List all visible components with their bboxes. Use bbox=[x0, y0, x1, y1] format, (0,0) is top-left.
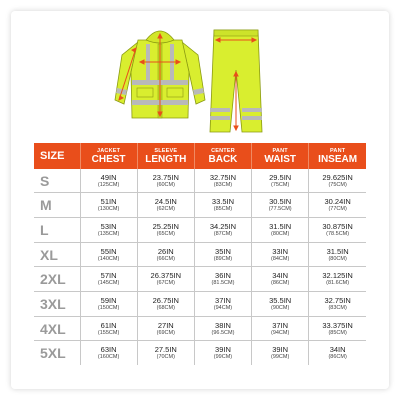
header-center-back-big: BACK bbox=[208, 153, 238, 165]
back-cell: 34.25IN (87CM) bbox=[194, 218, 251, 243]
inseam-cell: 29.625IN (75CM) bbox=[309, 169, 366, 193]
waist-cell: 35.5IN (90CM) bbox=[252, 292, 309, 317]
sleeve-cell: 25.25IN (65CM) bbox=[137, 218, 194, 243]
inseam-cell: 32.125IN (81.6CM) bbox=[309, 267, 366, 292]
back-cell: 36IN (81.5CM) bbox=[194, 267, 251, 292]
header-size: SIZE bbox=[34, 143, 80, 169]
header-sleeve-length bbox=[137, 143, 194, 169]
header-jacket-chest bbox=[80, 143, 137, 169]
waist-cell: 37IN (94CM) bbox=[252, 316, 309, 341]
size-label: L bbox=[34, 218, 80, 243]
header-sleeve-length-big: LENGTH bbox=[145, 153, 187, 165]
size-label: 3XL bbox=[34, 292, 80, 317]
size-label: 4XL bbox=[34, 316, 80, 341]
size-rows bbox=[34, 169, 366, 365]
size-label: 2XL bbox=[34, 267, 80, 292]
chest-cell: 53IN (135CM) bbox=[80, 218, 137, 243]
rain-jacket-image bbox=[115, 31, 205, 118]
sleeve-cell: 24.5IN (62CM) bbox=[137, 193, 194, 218]
table-row bbox=[34, 169, 366, 193]
chest-cell: 49IN (125CM) bbox=[80, 169, 137, 193]
inseam-cell: 34IN (86CM) bbox=[328, 345, 347, 361]
garment-illustration bbox=[0, 0, 400, 140]
header-center-back bbox=[194, 143, 251, 169]
sleeve-cell: 27IN (69CM) bbox=[137, 316, 194, 341]
back-cell: 33.5IN (85CM) bbox=[194, 193, 251, 218]
chest-cell: 57IN (145CM) bbox=[80, 267, 137, 292]
back-cell: 37IN (94CM) bbox=[194, 292, 251, 317]
size-label: M bbox=[34, 193, 80, 218]
table-row bbox=[34, 218, 366, 243]
header-pant-inseam bbox=[309, 143, 366, 169]
table-header-row bbox=[34, 143, 366, 169]
size-chart-table bbox=[34, 143, 366, 365]
inseam-cell: 33.375IN (85CM) bbox=[309, 316, 366, 341]
header-pant-inseam-big: INSEAM bbox=[318, 153, 358, 165]
inseam-cell: 30.24IN (77CM) bbox=[309, 193, 366, 218]
back-cell: 39IN (99CM) bbox=[194, 341, 251, 365]
chest-cell: 61IN (155CM) bbox=[80, 316, 137, 341]
sleeve-cell: 27.5IN (70CM) bbox=[137, 341, 194, 365]
header-pant-waist-small: PANT bbox=[272, 147, 288, 154]
table-row bbox=[34, 242, 366, 267]
chest-cell: 55IN (140CM) bbox=[80, 242, 137, 267]
sleeve-cell: 23.75IN (60CM) bbox=[137, 169, 194, 193]
back-cell: 32.75IN (83CM) bbox=[194, 169, 251, 193]
header-pant-waist bbox=[252, 143, 309, 169]
sleeve-cell: 26.75IN (68CM) bbox=[137, 292, 194, 317]
inseam-cell: 31.5IN (80CM) bbox=[309, 242, 366, 267]
table-row bbox=[34, 267, 366, 292]
header-jacket-chest-small: JACKET bbox=[96, 147, 121, 154]
table-row bbox=[34, 341, 366, 365]
header-pant-waist-big: WAIST bbox=[264, 153, 296, 165]
back-cell: 35IN (89CM) bbox=[194, 242, 251, 267]
waist-cell: 31.5IN (80CM) bbox=[252, 218, 309, 243]
waist-cell: 39IN (99CM) bbox=[252, 341, 309, 365]
chest-cell: 51IN (130CM) bbox=[80, 193, 137, 218]
inseam-cell: 30.875IN (78.5CM) bbox=[309, 218, 366, 243]
chest-cell: 63IN (160CM) bbox=[80, 341, 137, 365]
size-label: 5XL bbox=[34, 341, 80, 365]
table-row bbox=[34, 193, 366, 218]
header-center-back-small: CENTER bbox=[211, 147, 235, 154]
table-row bbox=[34, 316, 366, 341]
sleeve-cell: 26.375IN (67CM) bbox=[137, 267, 194, 292]
header-jacket-chest-big: CHEST bbox=[91, 153, 126, 165]
size-label: S bbox=[34, 169, 80, 193]
waist-cell: 29.5IN (75CM) bbox=[252, 169, 309, 193]
chest-cell: 59IN (150CM) bbox=[80, 292, 137, 317]
waist-cell: 30.5IN (77.5CM) bbox=[252, 193, 309, 218]
waist-cell: 34IN (86CM) bbox=[252, 267, 309, 292]
table-row bbox=[34, 292, 366, 317]
inseam-cell: 32.75IN (83CM) bbox=[309, 292, 366, 317]
back-cell: 38IN (96.5CM) bbox=[194, 316, 251, 341]
header-pant-inseam-small: PANT bbox=[329, 147, 346, 154]
size-label: XL bbox=[34, 242, 80, 267]
waist-cell: 33IN (84CM) bbox=[252, 242, 309, 267]
header-sleeve-length-small: SLEEVE bbox=[154, 147, 178, 154]
rain-pants-image bbox=[210, 30, 262, 132]
sleeve-cell: 26IN (66CM) bbox=[137, 242, 194, 267]
